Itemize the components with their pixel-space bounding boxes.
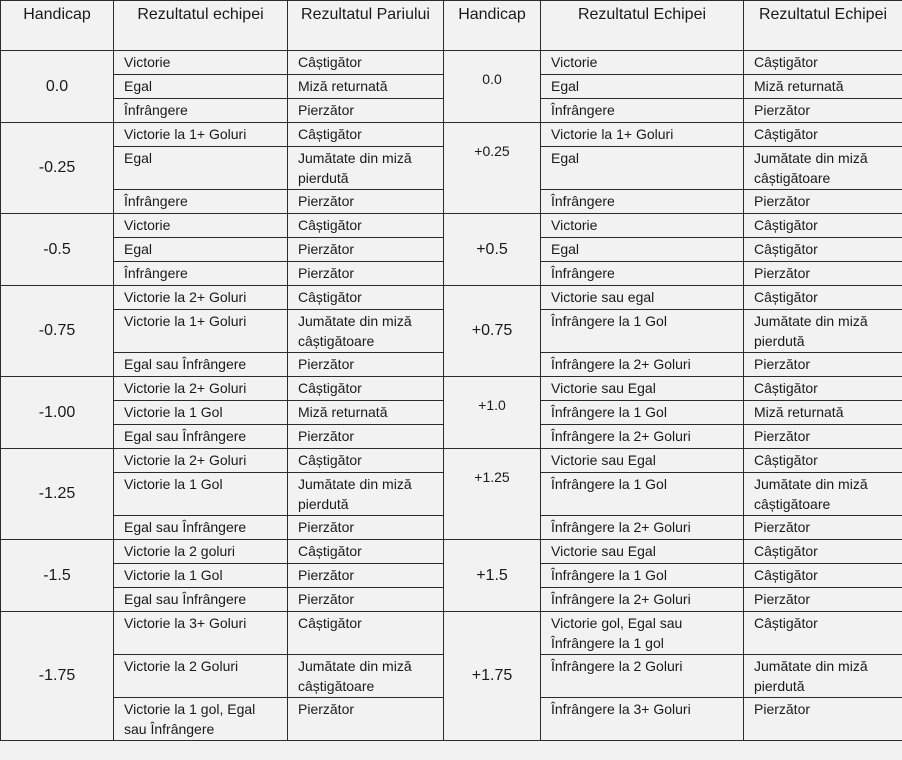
header-row (1, 1, 902, 51)
bet-result-left-cell: Jumătate din miză pierdută (288, 473, 444, 516)
bet-result-right-cell: Pierzător (744, 516, 902, 540)
bet-result-left-cell: Câștigător (288, 214, 444, 238)
handicap-left-cell: -1.25 (1, 449, 114, 540)
team-result-right-cell: Înfrângere la 3+ Goluri (541, 698, 744, 741)
bet-result-left-cell: Câștigător (288, 51, 444, 75)
bet-result-left-cell: Câștigător (288, 449, 444, 473)
team-result-left-cell: Victorie la 1 gol, Egal sau Înfrângere (114, 698, 288, 741)
header-team-result-right: Rezultatul Echipei (541, 1, 744, 51)
handicap-right-cell: +1.5 (444, 540, 541, 612)
team-result-right-cell: Victorie (541, 214, 744, 238)
bet-result-left-cell: Pierzător (288, 588, 444, 612)
team-result-left-cell: Victorie (114, 214, 288, 238)
handicap-right-cell: +1.75 (444, 612, 541, 741)
team-result-left-cell: Egal (114, 75, 288, 99)
table-row (1, 214, 902, 238)
header-handicap-right: Handicap (444, 1, 541, 51)
table-row (1, 612, 902, 655)
bet-result-left-cell: Pierzător (288, 238, 444, 262)
handicap-right-cell: +0.5 (444, 214, 541, 286)
team-result-right-cell: Înfrângere la 2+ Goluri (541, 353, 744, 377)
bet-result-left-cell: Câștigător (288, 286, 444, 310)
team-result-left-cell: Victorie la 1+ Goluri (114, 123, 288, 147)
team-result-right-cell: Înfrângere la 1 Gol (541, 310, 744, 353)
team-result-right-cell: Înfrângere la 1 Gol (541, 473, 744, 516)
team-result-left-cell: Egal sau Înfrângere (114, 425, 288, 449)
bet-result-right-cell: Pierzător (744, 425, 902, 449)
handicap-left-cell: -0.75 (1, 286, 114, 377)
bet-result-right-cell: Jumătate din miză câștigătoare (744, 147, 902, 190)
handicap-right-cell: +0.75 (444, 286, 541, 377)
team-result-right-cell: Victorie gol, Egal sau Înfrângere la 1 gol (541, 612, 744, 655)
header-bet-result: Rezultatul Pariului (288, 1, 444, 51)
bet-result-right-cell: Pierzător (744, 262, 902, 286)
team-result-right-cell: Înfrângere la 2+ Goluri (541, 425, 744, 449)
bet-result-left-cell: Jumătate din miză pierdută (288, 147, 444, 190)
bet-result-left-cell: Jumătate din miză câștigătoare (288, 655, 444, 698)
team-result-right-cell: Victorie sau Egal (541, 377, 744, 401)
team-result-right-cell: Victorie sau Egal (541, 449, 744, 473)
bet-result-right-cell: Pierzător (744, 698, 902, 741)
table-body (1, 51, 902, 741)
team-result-left-cell: Egal (114, 147, 288, 190)
handicap-left-cell: -1.00 (1, 377, 114, 449)
bet-result-right-cell: Câștigător (744, 51, 902, 75)
team-result-right-cell: Înfrângere (541, 99, 744, 123)
table-row (1, 51, 902, 75)
table-row (1, 377, 902, 401)
bet-result-right-cell: Miză returnată (744, 75, 902, 99)
bet-result-right-cell: Câștigător (744, 286, 902, 310)
team-result-right-cell: Victorie sau Egal (541, 540, 744, 564)
table-row (1, 449, 902, 473)
bet-result-left-cell: Câștigător (288, 123, 444, 147)
handicap-right-cell: +0.25 (444, 123, 541, 214)
team-result-left-cell: Înfrângere (114, 190, 288, 214)
bet-result-right-cell: Pierzător (744, 99, 902, 123)
table-row (1, 540, 902, 564)
team-result-left-cell: Victorie la 1 Gol (114, 473, 288, 516)
bet-result-right-cell: Câștigător (744, 238, 902, 262)
table-row (1, 286, 902, 310)
bet-result-left-cell: Pierzător (288, 99, 444, 123)
team-result-right-cell: Victorie (541, 51, 744, 75)
bet-result-left-cell: Jumătate din miză câștigătoare (288, 310, 444, 353)
team-result-left-cell: Victorie la 2+ Goluri (114, 449, 288, 473)
bet-result-left-cell: Miză returnată (288, 401, 444, 425)
bet-result-right-cell: Câștigător (744, 214, 902, 238)
team-result-right-cell: Victorie sau egal (541, 286, 744, 310)
bet-result-right-cell: Câștigător (744, 449, 902, 473)
team-result-left-cell: Înfrângere (114, 99, 288, 123)
bet-result-left-cell: Câștigător (288, 612, 444, 655)
bet-result-left-cell: Câștigător (288, 540, 444, 564)
team-result-right-cell: Înfrângere la 1 Gol (541, 401, 744, 425)
team-result-left-cell: Egal sau Înfrângere (114, 516, 288, 540)
team-result-left-cell: Victorie la 1 Gol (114, 564, 288, 588)
team-result-right-cell: Înfrângere la 2 Goluri (541, 655, 744, 698)
bet-result-right-cell: Pierzător (744, 353, 902, 377)
team-result-left-cell: Victorie la 1 Gol (114, 401, 288, 425)
bet-result-right-cell: Jumătate din miză pierdută (744, 655, 902, 698)
handicap-right-cell: +1.0 (444, 377, 541, 449)
bet-result-right-cell: Câștigător (744, 612, 902, 655)
bet-result-left-cell: Miză returnată (288, 75, 444, 99)
team-result-right-cell: Înfrângere (541, 190, 744, 214)
handicap-left-cell: 0.0 (1, 51, 114, 123)
bet-result-left-cell: Câștigător (288, 377, 444, 401)
bet-result-right-cell: Câștigător (744, 123, 902, 147)
bet-result-left-cell: Pierzător (288, 425, 444, 449)
team-result-right-cell: Înfrângere la 2+ Goluri (541, 516, 744, 540)
team-result-left-cell: Victorie la 2 goluri (114, 540, 288, 564)
handicap-left-cell: -0.25 (1, 123, 114, 214)
table-row (1, 123, 902, 147)
bet-result-left-cell: Pierzător (288, 564, 444, 588)
bet-result-right-cell: Jumătate din miză câștigătoare (744, 473, 902, 516)
header-team-result-right-2: Rezultatul Echipei (744, 1, 902, 51)
handicap-left-cell: -0.5 (1, 214, 114, 286)
team-result-left-cell: Victorie la 2+ Goluri (114, 286, 288, 310)
team-result-left-cell: Înfrângere (114, 262, 288, 286)
team-result-left-cell: Victorie la 1+ Goluri (114, 310, 288, 353)
bet-result-right-cell: Jumătate din miză pierdută (744, 310, 902, 353)
team-result-left-cell: Egal sau Înfrângere (114, 588, 288, 612)
handicap-left-cell: -1.75 (1, 612, 114, 741)
bet-result-right-cell: Câștigător (744, 564, 902, 588)
header-handicap-left: Handicap (1, 1, 114, 51)
team-result-right-cell: Egal (541, 238, 744, 262)
team-result-right-cell: Egal (541, 75, 744, 99)
team-result-left-cell: Victorie la 2 Goluri (114, 655, 288, 698)
bet-result-right-cell: Miză returnată (744, 401, 902, 425)
bet-result-left-cell: Pierzător (288, 516, 444, 540)
team-result-right-cell: Înfrângere (541, 262, 744, 286)
bet-result-left-cell: Pierzător (288, 698, 444, 741)
bet-result-left-cell: Pierzător (288, 353, 444, 377)
bet-result-left-cell: Pierzător (288, 190, 444, 214)
bet-result-right-cell: Pierzător (744, 588, 902, 612)
header-team-result-left: Rezultatul echipei (114, 1, 288, 51)
team-result-left-cell: Victorie (114, 51, 288, 75)
team-result-left-cell: Egal (114, 238, 288, 262)
handicap-right-cell: 0.0 (444, 51, 541, 123)
bet-result-left-cell: Pierzător (288, 262, 444, 286)
handicap-right-cell: +1.25 (444, 449, 541, 540)
bet-result-right-cell: Câștigător (744, 540, 902, 564)
handicap-left-cell: -1.5 (1, 540, 114, 612)
team-result-right-cell: Victorie la 1+ Goluri (541, 123, 744, 147)
team-result-right-cell: Egal (541, 147, 744, 190)
team-result-left-cell: Victorie la 3+ Goluri (114, 612, 288, 655)
team-result-left-cell: Victorie la 2+ Goluri (114, 377, 288, 401)
bet-result-right-cell: Câștigător (744, 377, 902, 401)
team-result-right-cell: Înfrângere la 2+ Goluri (541, 588, 744, 612)
bet-result-right-cell: Pierzător (744, 190, 902, 214)
team-result-right-cell: Înfrângere la 1 Gol (541, 564, 744, 588)
team-result-left-cell: Egal sau Înfrângere (114, 353, 288, 377)
